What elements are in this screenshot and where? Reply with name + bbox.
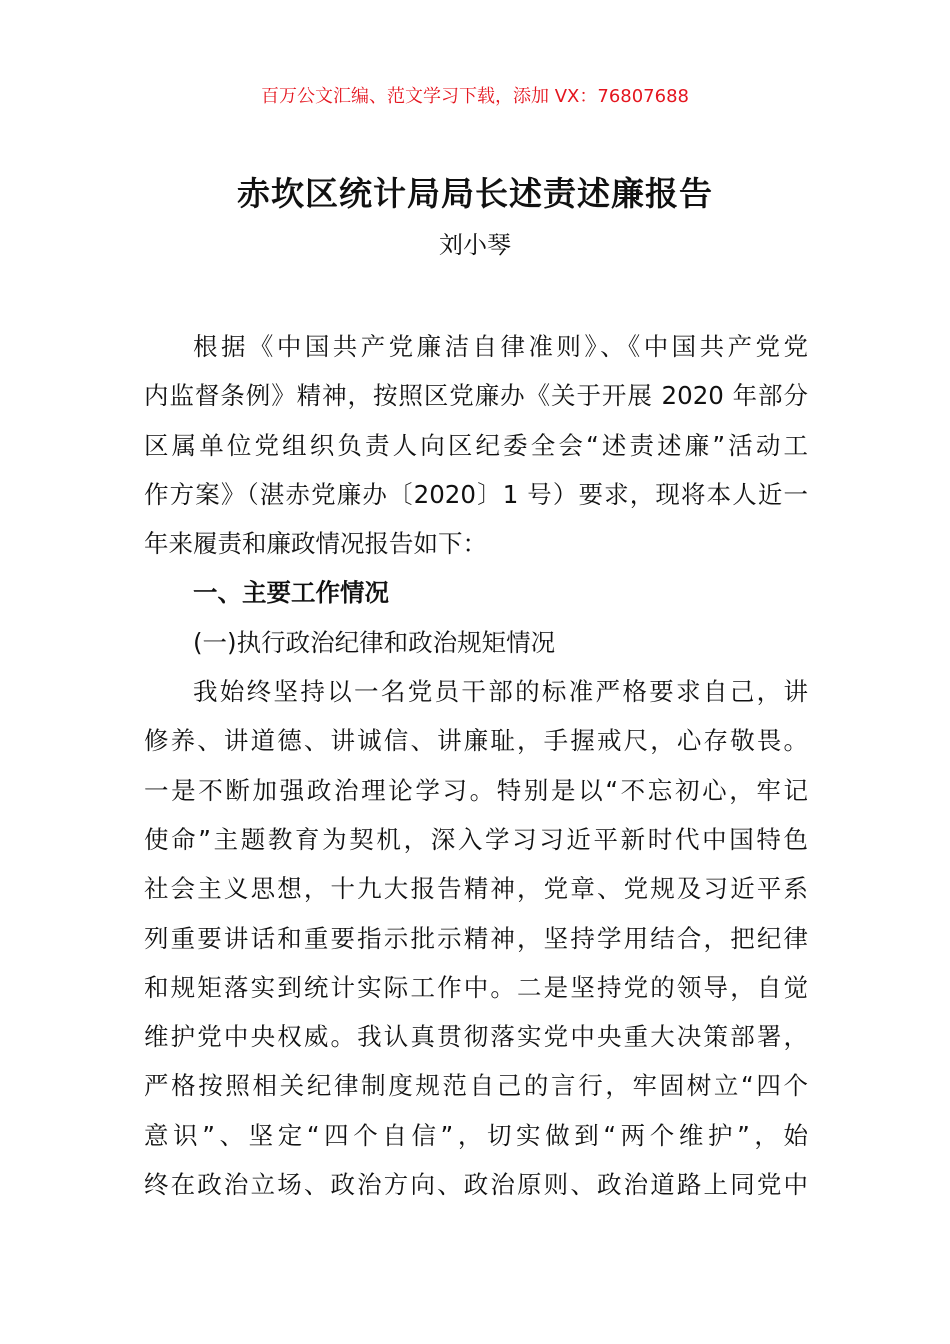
section-heading: 一、主要工作情况 xyxy=(193,578,389,608)
document-body xyxy=(144,322,808,1209)
paragraph-line: 列重要讲话和重要指示批示精神，坚持学用结合，把纪律 xyxy=(144,923,808,953)
subsection-heading: (一)执行政治纪律和政治规矩情况 xyxy=(193,627,556,657)
paragraph-line: 使命”主题教育为契机，深入学习习近平新时代中国特色 xyxy=(144,824,808,854)
document-author: 刘小琴 xyxy=(439,231,511,259)
header-banner: 百万公文汇编、范文学习下载，添加 VX：76807688 xyxy=(261,86,689,107)
paragraph-line: 终在政治立场、政治方向、政治原则、政治道路上同党中 xyxy=(144,1170,808,1200)
paragraph-line: 社会主义思想，十九大报告精神，党章、党规及习近平系 xyxy=(144,874,808,904)
paragraph-line: 一是不断加强政治理论学习。特别是以“不忘初心，牢记 xyxy=(144,775,808,805)
paragraph-line: 我始终坚持以一名党员干部的标准严格要求自己，讲 xyxy=(193,677,808,707)
paragraph-line: 内监督条例》精神，按照区党廉办《关于开展 2020 年部分 xyxy=(144,381,808,411)
paragraph-line: 严格按照相关纪律制度规范自己的言行，牢固树立“四个 xyxy=(144,1071,808,1101)
paragraph-line: 年来履责和廉政情况报告如下： xyxy=(144,529,487,559)
paragraph-line: 区属单位党组织负责人向区纪委全会“述责述廉”活动工 xyxy=(144,430,808,460)
paragraph-line: 和规矩落实到统计实际工作中。二是坚持党的领导，自觉 xyxy=(144,972,808,1002)
paragraph-line: 维护党中央权威。我认真贯彻落实党中央重大决策部署， xyxy=(144,1022,808,1052)
document-title: 赤坎区统计局局长述责述廉报告 xyxy=(237,174,713,213)
paragraph-line: 根据《中国共产党廉洁自律准则》、《中国共产党党 xyxy=(193,332,808,361)
paragraph-line: 意识”、坚定“四个自信”，切实做到“两个维护”，始 xyxy=(144,1120,808,1150)
paragraph-line: 作方案》（湛赤党廉办〔2020〕1 号）要求，现将本人近一 xyxy=(144,479,808,509)
paragraph-line: 修养、讲道德、讲诚信、讲廉耻，手握戒尺，心存敬畏。 xyxy=(144,726,808,756)
